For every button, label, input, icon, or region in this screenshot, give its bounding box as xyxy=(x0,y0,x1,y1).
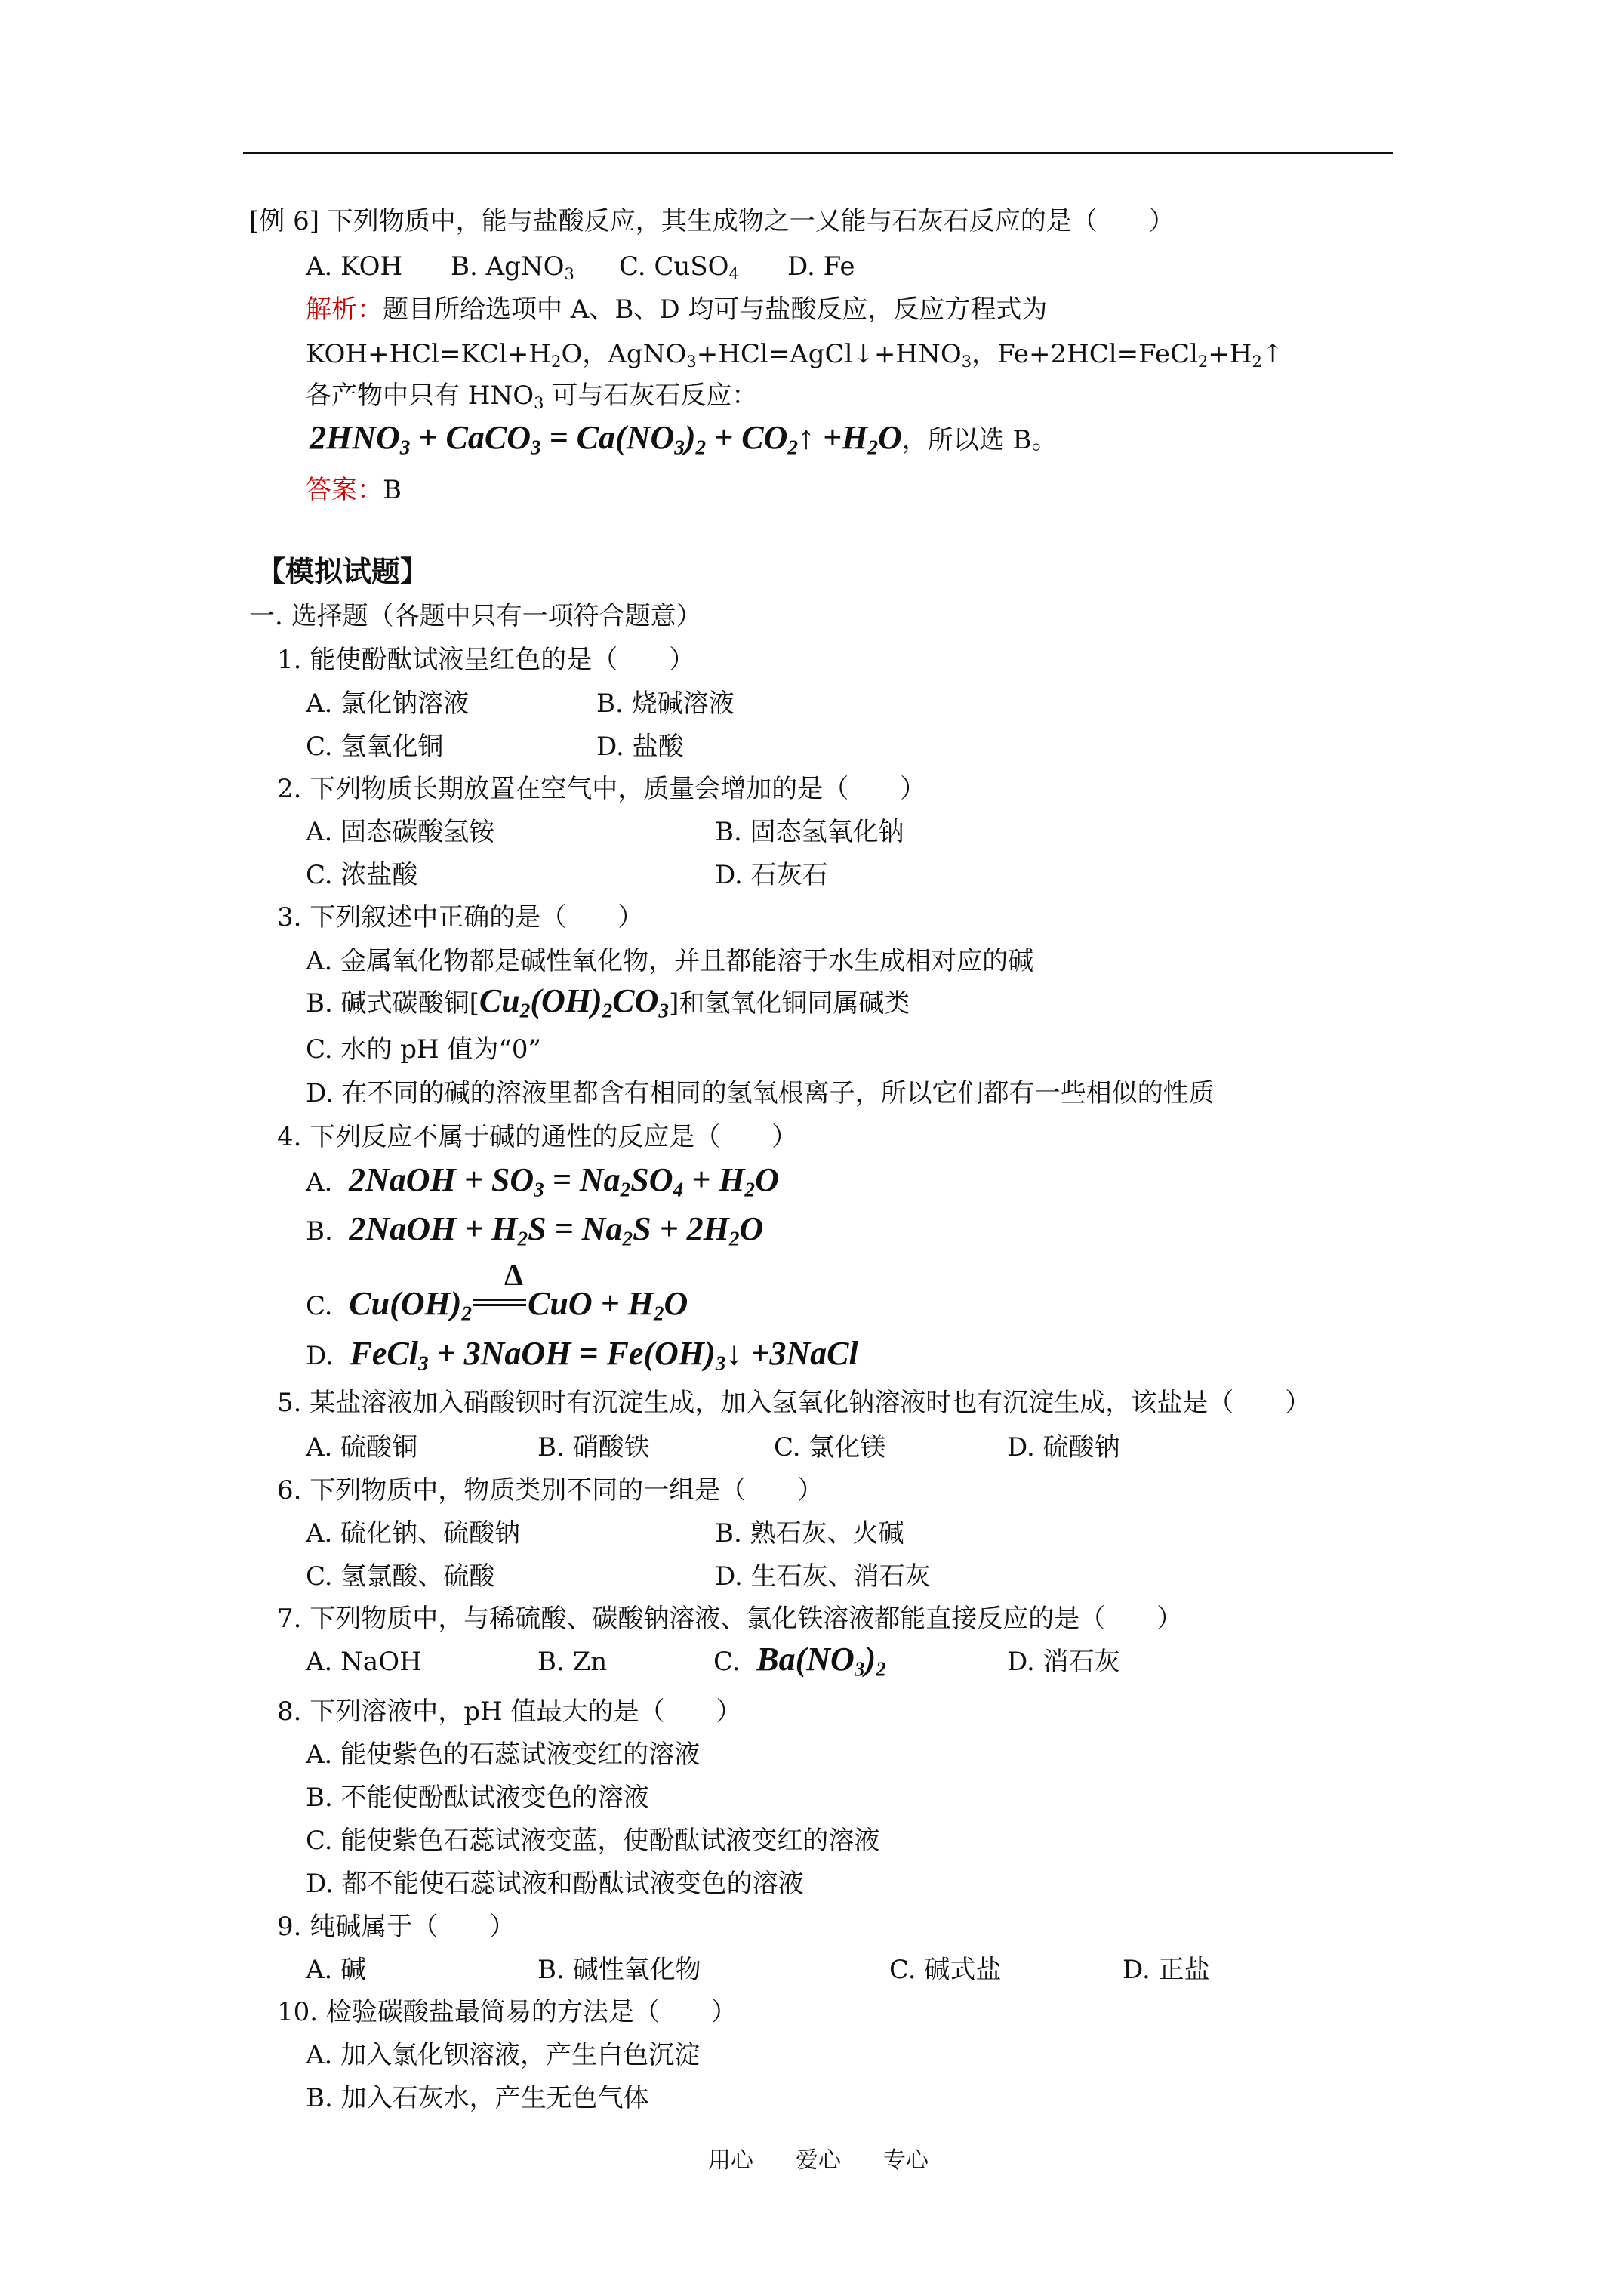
equations-line: KOH+HCl=KCl+H2O，AgNO3+HCl=AgCl↓+HNO3，Fe+2HCl=FeCl2+H2↑ xyxy=(306,339,1284,371)
q5-opt-d: D. 硫酸钠 xyxy=(1007,1432,1120,1462)
q4-opt-a: A. 2NaOH + SO3 = Na2SO4 + H2O xyxy=(306,1161,779,1201)
q4-opt-c: C. Cu(OH)2 CuO + H2O xyxy=(306,1285,688,1325)
q8-opt-d: D. 都不能使石蕊试液和酚酞试液变色的溶液 xyxy=(306,1869,804,1899)
question-4: 4. 下列反应不属于碱的通性的反应是（ ） xyxy=(277,1122,798,1152)
footer-b: 爱心 xyxy=(796,2147,841,2174)
q1-opt-d: D. 盐酸 xyxy=(596,732,684,762)
q9-opt-d: D. 正盐 xyxy=(1123,1955,1210,1985)
q7-opt-b: B. Zn xyxy=(537,1647,608,1677)
example6-opt-d: D. Fe xyxy=(787,251,855,282)
q1-opt-a: A. 氯化钠溶液 xyxy=(306,689,470,719)
q5-opt-c: C. 氯化镁 xyxy=(774,1432,886,1462)
question-5: 5. 某盐溶液加入硝酸钡时有沉淀生成，加入氢氧化钠溶液时也有沉淀生成，该盐是（ ） xyxy=(277,1388,1311,1418)
example6-question: [例 6] 下列物质中，能与盐酸反应，其生成物之一又能与石灰石反应的是（ ） xyxy=(249,206,1175,236)
final-equation: 2HNO3 + CaCO3 = Ca(NO3)2 + CO2↑ +H2O，所以选 B。 xyxy=(310,419,1058,459)
part1-title: 一. 选择题（各题中只有一项符合题意） xyxy=(249,601,702,631)
question-2: 2. 下列物质长期放置在空气中，质量会增加的是（ ） xyxy=(277,774,926,804)
q3-opt-d: D. 在不同的碱的溶液里都含有相同的氢氧根离子，所以它们都有一些相似的性质 xyxy=(306,1078,1215,1108)
question-8: 8. 下列溶液中，pH 值最大的是（ ） xyxy=(277,1697,742,1727)
question-7: 7. 下列物质中，与稀硫酸、碳酸钠溶液、氯化铁溶液都能直接反应的是（ ） xyxy=(277,1604,1183,1634)
q2-opt-a: A. 固态碳酸氢铵 xyxy=(306,817,495,847)
question-10: 10. 检验碳酸盐最简易的方法是（ ） xyxy=(277,1997,737,2027)
q8-opt-a: A. 能使紫色的石蕊试液变红的溶液 xyxy=(306,1740,701,1770)
q9-opt-b: B. 碱性氧化物 xyxy=(537,1955,701,1985)
delta-symbol: Δ xyxy=(504,1258,524,1292)
q6-opt-d: D. 生石灰、消石灰 xyxy=(715,1561,931,1592)
q7-opt-d: D. 消石灰 xyxy=(1007,1647,1120,1677)
q1-opt-c: C. 氢氧化铜 xyxy=(306,732,444,762)
analysis-line: 解析：题目所给选项中 A、B、D 均可与盐酸反应，反应方程式为 xyxy=(306,294,1048,325)
q4-opt-d: D. FeCl3 + 3NaOH = Fe(OH)3↓ +3NaCl xyxy=(306,1335,858,1375)
header-rule xyxy=(243,152,1393,154)
q7-opt-c: C. Ba(NO3)2 xyxy=(713,1641,886,1681)
q2-opt-b: B. 固态氢氧化钠 xyxy=(715,817,904,847)
footer-c: 专心 xyxy=(883,2147,929,2174)
q5-opt-a: A. 硫酸铜 xyxy=(306,1432,418,1462)
q6-opt-a: A. 硫化钠、硫酸钠 xyxy=(306,1518,521,1549)
question-3: 3. 下列叙述中正确的是（ ） xyxy=(277,902,644,932)
q3-opt-b: B. 碱式碳酸铜[Cu2(OH)2CO3]和氢氧化铜同属碱类 xyxy=(306,982,910,1022)
q9-opt-a: A. 碱 xyxy=(306,1955,367,1985)
q9-opt-c: C. 碱式盐 xyxy=(889,1955,1002,1985)
q10-opt-b: B. 加入石灰水，产生无色气体 xyxy=(306,2083,649,2113)
q10-opt-a: A. 加入氯化钡溶液，产生白色沉淀 xyxy=(306,2040,701,2070)
q6-opt-b: B. 熟石灰、火碱 xyxy=(715,1518,904,1549)
q2-opt-c: C. 浓盐酸 xyxy=(306,860,418,890)
analysis-label: 解析： xyxy=(306,294,383,325)
q2-opt-d: D. 石灰石 xyxy=(715,860,828,890)
q8-opt-c: C. 能使紫色石蕊试液变蓝，使酚酞试液变红的溶液 xyxy=(306,1826,880,1856)
q3-opt-c: C. 水的 pH 值为“0” xyxy=(306,1034,541,1065)
q3-opt-a: A. 金属氧化物都是碱性氧化物，并且都能溶于水生成相对应的碱 xyxy=(306,946,1034,976)
example6-opt-c: C. CuSO4 xyxy=(619,251,739,283)
footer-a: 用心 xyxy=(708,2147,753,2174)
question-6: 6. 下列物质中，物质类别不同的一组是（ ） xyxy=(277,1475,824,1505)
example6-opt-b: B. AgNO3 xyxy=(451,251,574,283)
question-1: 1. 能使酚酞试液呈红色的是（ ） xyxy=(277,645,695,675)
q5-opt-b: B. 硝酸铁 xyxy=(537,1432,650,1462)
q6-opt-c: C. 氢氯酸、硫酸 xyxy=(306,1561,495,1592)
answer-line: 答案：B xyxy=(306,475,402,505)
q1-opt-b: B. 烧碱溶液 xyxy=(596,689,735,719)
q4-opt-b: B. 2NaOH + H2S = Na2S + 2H2O xyxy=(306,1210,764,1250)
only-hno3-line: 各产物中只有 HNO3 可与石灰石反应： xyxy=(306,381,758,412)
section-title: 【模拟试题】 xyxy=(257,554,430,588)
q8-opt-b: B. 不能使酚酞试液变色的溶液 xyxy=(306,1783,649,1813)
q7-opt-a: A. NaOH xyxy=(306,1647,422,1677)
example6-opt-a: A. KOH xyxy=(306,251,403,282)
question-9: 9. 纯碱属于（ ） xyxy=(277,1912,516,1942)
